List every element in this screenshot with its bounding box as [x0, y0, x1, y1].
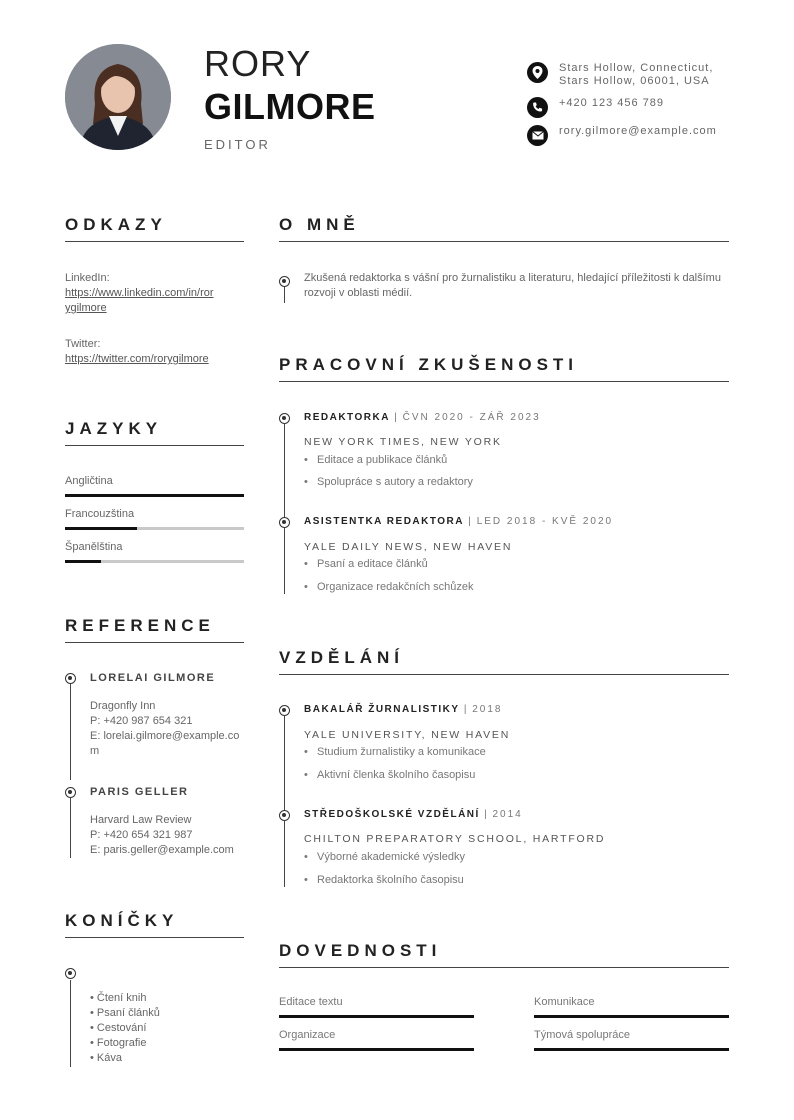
- education-org: YALE UNIVERSITY, NEW HAVEN: [304, 729, 511, 741]
- job-heading: [304, 412, 541, 423]
- language-bar-fill: [65, 560, 101, 563]
- linkedin-link[interactable]: [65, 286, 214, 316]
- reference-phone: P: +420 654 321 987: [90, 829, 193, 841]
- linkedin-url-line-1[interactable]: https://www.linkedin.com/in/ror: [65, 287, 214, 299]
- timeline-line: [284, 716, 285, 887]
- separator: |: [484, 809, 489, 820]
- job-bullet: • Spolupráce s autory a redaktory: [304, 476, 473, 488]
- job-date: LED 2018 - KVĚ 2020: [476, 516, 614, 527]
- language-label: Angličtina: [65, 475, 113, 487]
- reference-email: E: lorelai.gilmore@example.com: [90, 730, 240, 757]
- language-bar: [65, 527, 244, 530]
- timeline-line: [70, 684, 71, 780]
- job-date: ČVN 2020 - ZÁŘ 2023: [402, 412, 541, 423]
- reference-phone: P: +420 987 654 321: [90, 715, 193, 727]
- job-bullet: • Editace a publikace článků: [304, 454, 448, 466]
- job-bullet: • Psaní a editace článků: [304, 558, 428, 570]
- twitter-link[interactable]: https://twitter.com/rorygilmore: [65, 353, 209, 365]
- hobby-item: • Káva: [90, 1052, 122, 1064]
- contact-address: [527, 62, 713, 88]
- skill-label: Organizace: [279, 1029, 336, 1041]
- bullet-text: Aktivní členka školního časopisu: [317, 769, 476, 781]
- skills-title: DOVEDNOSTI: [279, 941, 729, 968]
- education-degree: STŘEDOŠKOLSKÉ VZDĚLÁNÍ: [304, 809, 480, 820]
- timeline-line: [70, 798, 71, 858]
- last-name: GILMORE: [204, 86, 376, 127]
- reference-email: E: paris.geller@example.com: [90, 844, 234, 856]
- profile-photo: [65, 44, 171, 150]
- location-pin-icon: [527, 62, 548, 83]
- timeline-dot: [279, 517, 290, 528]
- job-heading: [304, 516, 613, 527]
- hobbies-title: KONÍČKY: [65, 911, 244, 938]
- hobby-item: • Psaní článků: [90, 1007, 160, 1019]
- reference-org: Dragonfly Inn: [90, 700, 156, 712]
- reference-details: [90, 813, 246, 858]
- timeline-line: [284, 285, 285, 303]
- twitter-label: Twitter:: [65, 338, 101, 350]
- skill-bar: [279, 1015, 474, 1018]
- language-bar: [65, 560, 244, 563]
- job-position: REDAKTORKA: [304, 412, 390, 423]
- address-line-1: Stars Hollow, Connecticut,: [559, 62, 714, 74]
- hobbies-list: [90, 991, 160, 1066]
- timeline-dot: [65, 673, 76, 684]
- email-text: rory.gilmore@example.com: [559, 125, 717, 137]
- reference-org: Harvard Law Review: [90, 814, 192, 826]
- education-heading: [304, 704, 502, 715]
- job-org: YALE DAILY NEWS, NEW HAVEN: [304, 541, 513, 553]
- bullet-text: Redaktorka školního časopisu: [317, 874, 464, 886]
- job-position: ASISTENTKA REDAKTORA: [304, 516, 465, 527]
- education-date: 2018: [472, 704, 503, 715]
- bullet-text: Psaní a editace článků: [317, 558, 428, 570]
- bullet-text: Spolupráce s autory a redaktory: [317, 476, 473, 488]
- education-heading: [304, 809, 523, 820]
- job-role: EDITOR: [204, 137, 271, 152]
- envelope-icon: [527, 125, 548, 146]
- hobby-item: • Cestování: [90, 1022, 147, 1034]
- linkedin-label: LinkedIn:: [65, 272, 110, 284]
- linkedin-url-line-2[interactable]: ygilmore: [65, 302, 107, 314]
- bullet-text: Editace a publikace článků: [317, 454, 448, 466]
- references-title: REFERENCE: [65, 616, 244, 643]
- job-org: NEW YORK TIMES, NEW YORK: [304, 436, 502, 448]
- about-text: Zkušená redaktorka s vášní pro žurnalistiku a literaturu, hledající příležitosti k dalšímu rozvoji v oblasti médií.: [304, 272, 721, 299]
- timeline-dot: [65, 968, 76, 979]
- phone-text: +420 123 456 789: [559, 97, 665, 109]
- reference-name: PARIS GELLER: [90, 786, 189, 798]
- skill-label: Týmová spolupráce: [534, 1029, 630, 1041]
- timeline-dot: [279, 810, 290, 821]
- skill-bar: [279, 1048, 474, 1051]
- job-bullet: • Organizace redakčních schůzek: [304, 581, 474, 593]
- language-label: Španělština: [65, 541, 123, 553]
- skill-bar: [534, 1048, 729, 1051]
- experience-title: PRACOVNÍ ZKUŠENOSTI: [279, 355, 729, 382]
- reference-name: LORELAI GILMORE: [90, 672, 216, 684]
- skill-label: Editace textu: [279, 996, 343, 1008]
- address-line-2: Stars Hollow, 06001, USA: [559, 75, 710, 87]
- skill-label: Komunikace: [534, 996, 595, 1008]
- separator: |: [468, 516, 473, 527]
- links-title: ODKAZY: [65, 215, 244, 242]
- hobby-item: • Čtení knih: [90, 992, 147, 1004]
- education-bullet: • Redaktorka školního časopisu: [304, 874, 464, 886]
- language-bar: [65, 494, 244, 497]
- skill-bar: [534, 1015, 729, 1018]
- education-org: CHILTON PREPARATORY SCHOOL, HARTFORD: [304, 833, 606, 845]
- contact-phone: [527, 97, 664, 118]
- language-bar-fill: [65, 527, 137, 530]
- language-bar-fill: [65, 494, 244, 497]
- timeline-line: [70, 980, 71, 1067]
- education-bullet: • Studium žurnalistiky a komunikace: [304, 746, 486, 758]
- timeline-dot: [279, 705, 290, 716]
- education-date: 2014: [492, 809, 523, 820]
- bullet-text: Studium žurnalistiky a komunikace: [317, 746, 486, 758]
- timeline-dot: [279, 276, 290, 287]
- reference-details: [90, 699, 246, 759]
- phone-icon: [527, 97, 548, 118]
- education-bullet: • Aktivní členka školního časopisu: [304, 769, 476, 781]
- separator: |: [463, 704, 468, 715]
- about-title: O MNĚ: [279, 215, 729, 242]
- contact-email: [527, 125, 717, 146]
- separator: |: [394, 412, 399, 423]
- timeline-line: [284, 424, 285, 594]
- language-label: Francouzština: [65, 508, 135, 520]
- hobby-item: • Fotografie: [90, 1037, 147, 1049]
- bullet-text: Organizace redakčních schůzek: [317, 581, 474, 593]
- timeline-dot: [65, 787, 76, 798]
- education-bullet: • Výborné akademické výsledky: [304, 851, 465, 863]
- education-title: VZDĚLÁNÍ: [279, 648, 729, 675]
- bullet-text: Výborné akademické výsledky: [317, 851, 465, 863]
- education-degree: BAKALÁŘ ŽURNALISTIKY: [304, 704, 460, 715]
- languages-title: JAZYKY: [65, 419, 244, 446]
- first-name: RORY: [204, 43, 312, 84]
- timeline-dot: [279, 413, 290, 424]
